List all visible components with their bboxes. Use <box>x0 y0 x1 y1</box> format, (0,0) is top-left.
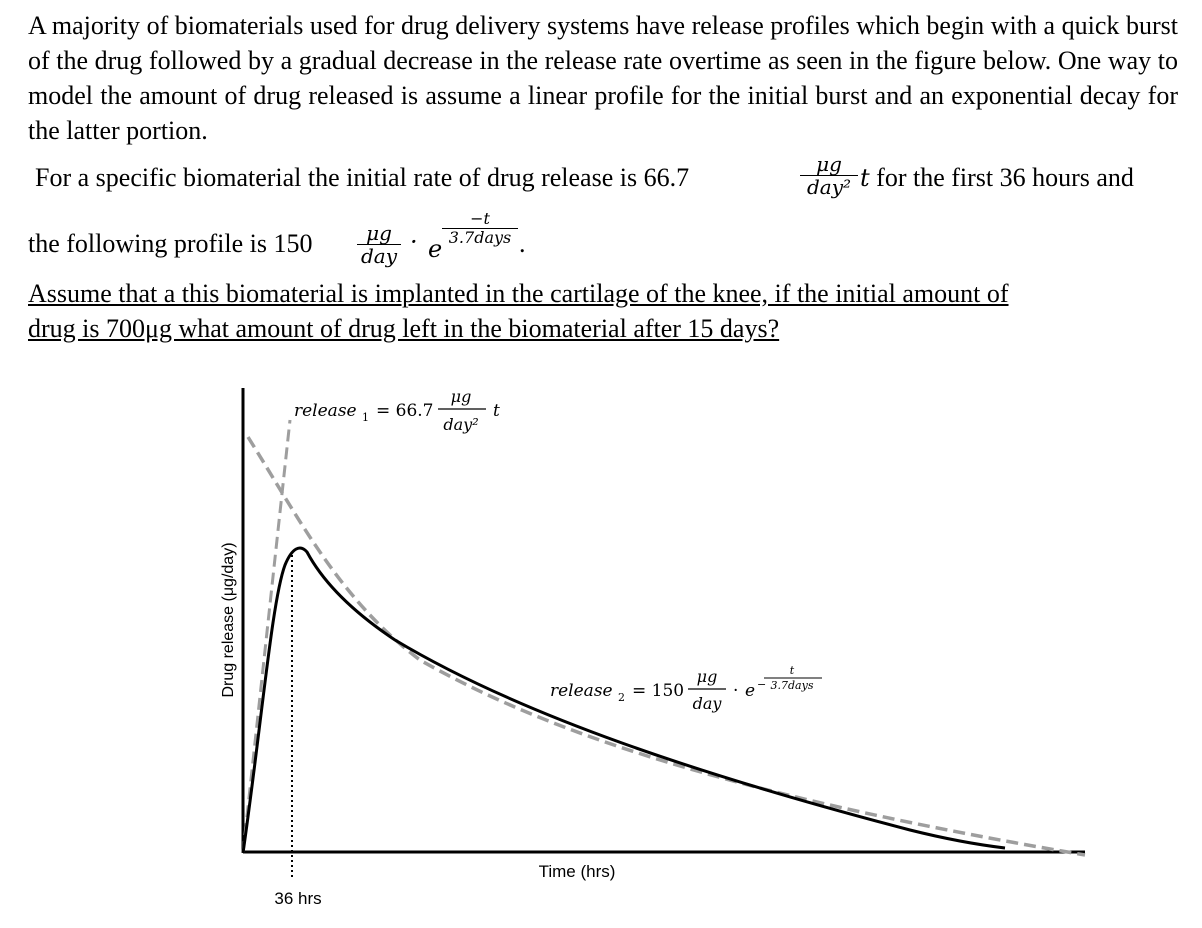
release1-coefficient: = 66.7 <box>376 401 434 421</box>
question-line-1: Assume that a this biomaterial is implanted in the cartilage of the knee, if the initial amount of <box>28 279 1009 308</box>
release2-name: release <box>550 681 613 701</box>
exp-numerator: −t <box>442 210 518 229</box>
following-profile-text: the following profile is 150 <box>28 229 313 258</box>
release2-exp-sign: − <box>757 678 767 691</box>
release1-name: release <box>294 401 357 421</box>
release1-unit-den: day² <box>443 415 479 434</box>
release2-base: e <box>745 681 756 701</box>
exp-denominator: 3.7days <box>448 228 512 247</box>
exponential-model-dashed-curve <box>248 437 1085 855</box>
release2-dot: · <box>733 681 739 701</box>
release1-var: t <box>493 401 500 421</box>
unit-numerator: μg <box>800 153 858 176</box>
release2-equation <box>550 664 822 713</box>
x-axis-label: Time (hrs) <box>538 862 616 881</box>
exp-base: e <box>428 235 443 263</box>
initial-rate-suffix-line: t for the first 36 hours and <box>860 163 1134 192</box>
problem-intro-paragraph: A majority of biomaterials used for drug delivery systems have release profiles which begin with a quick burst of the drug followed by a gradual decrease in the release rate overtime as seen in the figure below. One way to model the amount of drug released is assume a linear profile for the initial burst and an exponential decay for the latter portion. <box>28 11 1178 145</box>
release1-unit-num: μg <box>450 387 472 406</box>
question-line-2: drug is 700μg what amount of drug left in the biomaterial after 15 days? <box>28 314 780 343</box>
period: . <box>519 229 526 258</box>
multiply-dot: · <box>410 228 418 256</box>
release2-unit-den: day <box>692 694 722 713</box>
unit-denominator: day² <box>806 175 852 199</box>
y-axis-label: Drug release (μg/day) <box>220 542 237 698</box>
release2-unit-num: μg <box>696 667 718 686</box>
unit-numerator: μg <box>357 222 401 245</box>
linear-model-dashed-line <box>243 420 290 853</box>
release2-exp-den: 3.7days <box>770 679 814 692</box>
release2-subscript: 2 <box>618 691 625 704</box>
release1-equation <box>294 387 500 434</box>
release1-subscript: 1 <box>362 411 369 424</box>
initial-rate-suffix: for the first 36 hours and <box>876 163 1134 192</box>
release2-exp-num: t <box>789 664 795 677</box>
initial-rate-text: For a specific biomaterial the initial rate of drug release is 66.7 <box>35 163 690 192</box>
unit-denominator: day <box>360 244 398 268</box>
release2-coefficient: = 150 <box>632 681 685 701</box>
36-hrs-label: 36 hrs <box>274 889 322 908</box>
